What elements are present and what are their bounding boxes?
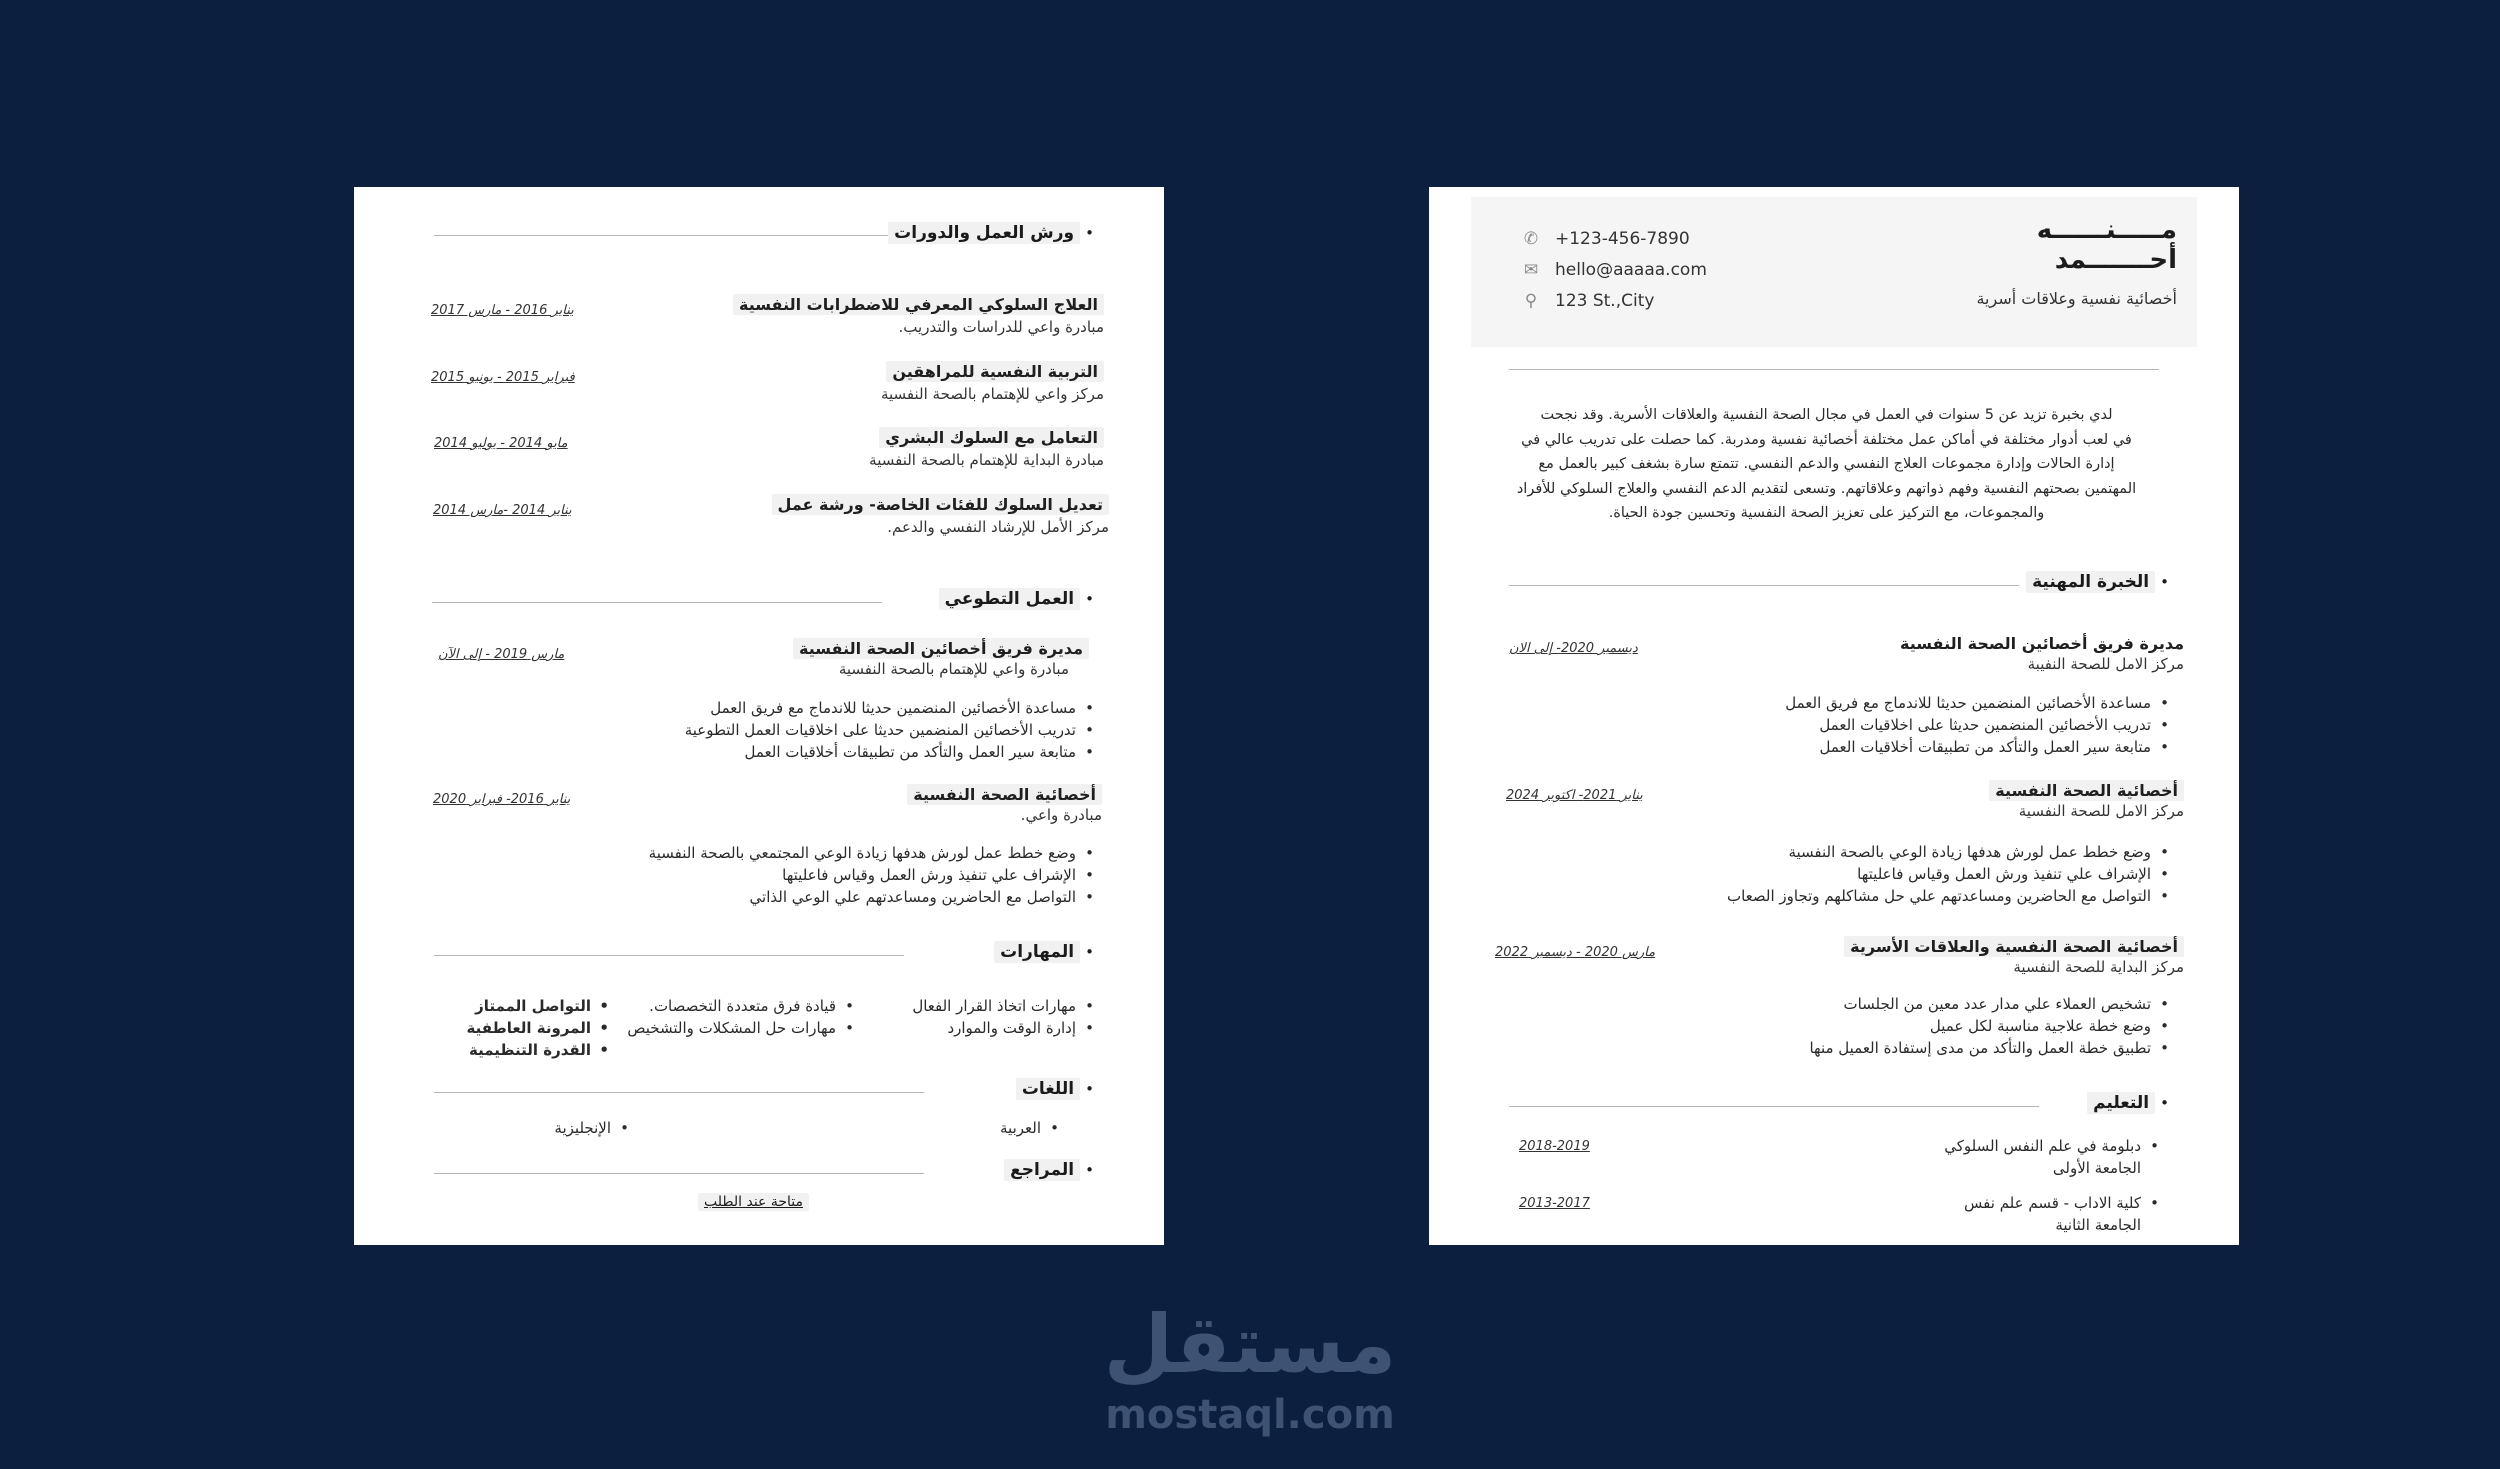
section-header-experience: • الخبرة المهنية	[2026, 572, 2169, 592]
skills-column-3: • التواصل الممتاز • المرونة العاطفية • القدرة التنظيمية	[467, 995, 609, 1061]
workshop-item: تعديل السلوك للفئات الخاصة- ورشة عمل مركز الأمل للإرشاد النفسي والدعم.	[772, 495, 1109, 536]
experience-item: أخصائية الصحة النفسية والعلاقات الأسرية مركز البداية للصحة النفسية	[1844, 937, 2184, 976]
experience-bullets: • وضع خطط عمل لورش هدفها زيادة الوعي بالصحة النفسية • الإشراف علي تنفيذ ورش العمل وقياس فاعليتها • التواصل مع الحاضرين ومساعدتهم علي حل مشاكلهم وتجاوز الصعاب	[1727, 841, 2169, 907]
section-header-workshops: • ورش العمل والدورات	[888, 223, 1094, 243]
profile-summary: لدي بخبرة تزيد عن 5 سنوات في العمل في مجال الصحة النفسية والعلاقات الأسرية. وقد نجحت في لعب أدوار مختلفة في أماكن عمل مختلفة أخصائية نفسية ومدربة. كما حصلت على تدريب عالي في إدارة الحالات وإدارة مجموعات العلاج النفسي والدعم النفسي. تتمتع سارة بشغف كبير بالعمل مع المهتمين بصحتهم النفسية وفهم ذواتهم وعلاقاتهم. وتسعى لتقديم الدعم النفسي والعلاج السلوكي للأفراد والمجموعات، مع التركيز على تعزيز الصحة النفسية وتحسين جودة الحياة.	[1516, 407, 2137, 521]
contact-phone: ✆ +123-456-7890	[1521, 229, 1690, 249]
mostaql-watermark	[1000, 1300, 1500, 1440]
candidate-name-line1: مـــــنــــــه	[2036, 215, 2177, 245]
education-item: • كلية الاداب - قسم علم نفس الجامعة الثانية	[1964, 1192, 2159, 1236]
education-date: 2013-2017	[1519, 1196, 1590, 1211]
experience-date: يناير 2021- اكتوبر 2024	[1506, 788, 1643, 803]
workshop-item: العلاج السلوكي المعرفي للاضطرابات النفسية مبادرة واعي للدراسات والتدريب.	[733, 295, 1104, 336]
workshop-item: التربية النفسية للمراهقين مركز واعي للإهتمام بالصحة النفسية	[880, 362, 1104, 403]
education-item: • دبلومة في علم النفس السلوكي الجامعة الأولى	[1944, 1135, 2159, 1179]
volunteer-date: مارس 2019 - إلى الآن	[438, 647, 565, 662]
experience-date: مارس 2020 - ديسمبر 2022	[1495, 945, 1656, 960]
experience-item: أخصائية الصحة النفسية مركز الامل للصحة النفسية	[1989, 781, 2184, 820]
resume-header	[1471, 197, 2197, 347]
volunteer-item: أخصائية الصحة النفسية مبادرة واعي.	[907, 785, 1102, 824]
volunteer-bullets: • مساعدة الأخصائين المنضمين حديثا للاندماج مع فريق العمل • تدريب الأخصائين المنضمين حديثا على اخلاقيات العمل التطوعية • متابعة سير العمل والتأكد من تطبيقات أخلاقيات العمل	[685, 697, 1094, 763]
contact-email: ✉ hello@aaaaa.com	[1521, 260, 1707, 280]
phone-icon: ✆	[1523, 229, 1539, 249]
section-header-volunteer: • العمل التطوعي	[939, 589, 1094, 609]
watermark-arabic: مستقل	[1103, 1298, 1397, 1391]
section-header-education: • التعليم	[2087, 1093, 2169, 1113]
experience-item: مديرة فريق أخصائين الصحة النفسية مركز الامل للصحة النفيبة	[1900, 634, 2184, 673]
workshop-item: التعامل مع السلوك البشري مبادرة البداية للإهتمام بالصحة النفسية	[869, 428, 1104, 469]
envelope-icon: ✉	[1523, 260, 1539, 280]
experience-date: ديسمبر 2020- إلى الان	[1509, 641, 1638, 656]
workshop-date: يناير 2016 - مارس 2017	[431, 303, 574, 318]
experience-bullets: • تشخيص العملاء علي مدار عدد معين من الجلسات • وضع خطة علاجية مناسبة لكل عميل • تطبيق خطة العمل والتأكد من مدى إستفادة العميل منها	[1809, 993, 2169, 1059]
workshop-date: يناير 2014 -مارس 2014	[433, 503, 572, 518]
section-header-skills: • المهارات	[994, 942, 1094, 962]
resume-page-2	[354, 187, 1164, 1245]
volunteer-bullets: • وضع خطط عمل لورش هدفها زيادة الوعي المجتمعي بالصحة النفسية • الإشراف علي تنفيذ ورش العمل وقياس فاعليتها • التواصل مع الحاضرين ومساعدتهم علي الوعي الذاتي	[649, 842, 1094, 908]
job-title: أخصائية نفسية وعلاقات أسرية	[1976, 289, 2177, 308]
candidate-name-line2: أحـــــــمد	[2054, 245, 2177, 275]
workshop-date: مايو 2014 - يوليو 2014	[434, 436, 568, 451]
section-header-languages: • اللغات	[1016, 1079, 1094, 1099]
volunteer-item: مديرة فريق أخصائين الصحة النفسية مبادرة واعي للإهتمام بالصحة النفسية	[793, 639, 1089, 678]
watermark-latin: mostaql.com	[1105, 1392, 1395, 1438]
language-item: • الإنجليزية	[554, 1117, 629, 1139]
language-item: • العربية	[1000, 1117, 1059, 1139]
references-value: متاحة عند الطلب	[698, 1194, 809, 1210]
education-date: 2018-2019	[1519, 1139, 1590, 1154]
education-school: الجامعة الثانية	[2055, 1216, 2141, 1234]
experience-bullets: • مساعدة الأخصائين المنضمين حديثا للاندماج مع فريق العمل • تدريب الأخصائين المنضمين حديثا على اخلاقيات العمل • متابعة سير العمل والتأكد من تطبيقات أخلاقيات العمل	[1785, 692, 2169, 758]
skills-column-1: • مهارات اتخاذ القرار الفعال • إدارة الوقت والموارد	[912, 995, 1094, 1039]
location-pin-icon: ⚲	[1524, 291, 1538, 311]
workshop-date: فبراير 2015 - يونيو 2015	[431, 370, 575, 385]
section-header-references: • المراجع	[1004, 1160, 1094, 1180]
volunteer-date: يناير 2016- فبراير 2020	[433, 792, 571, 807]
education-school: الجامعة الأولى	[2052, 1159, 2141, 1177]
resume-page-1	[1429, 187, 2239, 1245]
contact-address: ⚲ 123 St.,City	[1521, 291, 1654, 311]
skills-column-2: • قيادة فرق متعددة التخصصات. • مهارات حل المشكلات والتشخيص	[627, 995, 854, 1039]
